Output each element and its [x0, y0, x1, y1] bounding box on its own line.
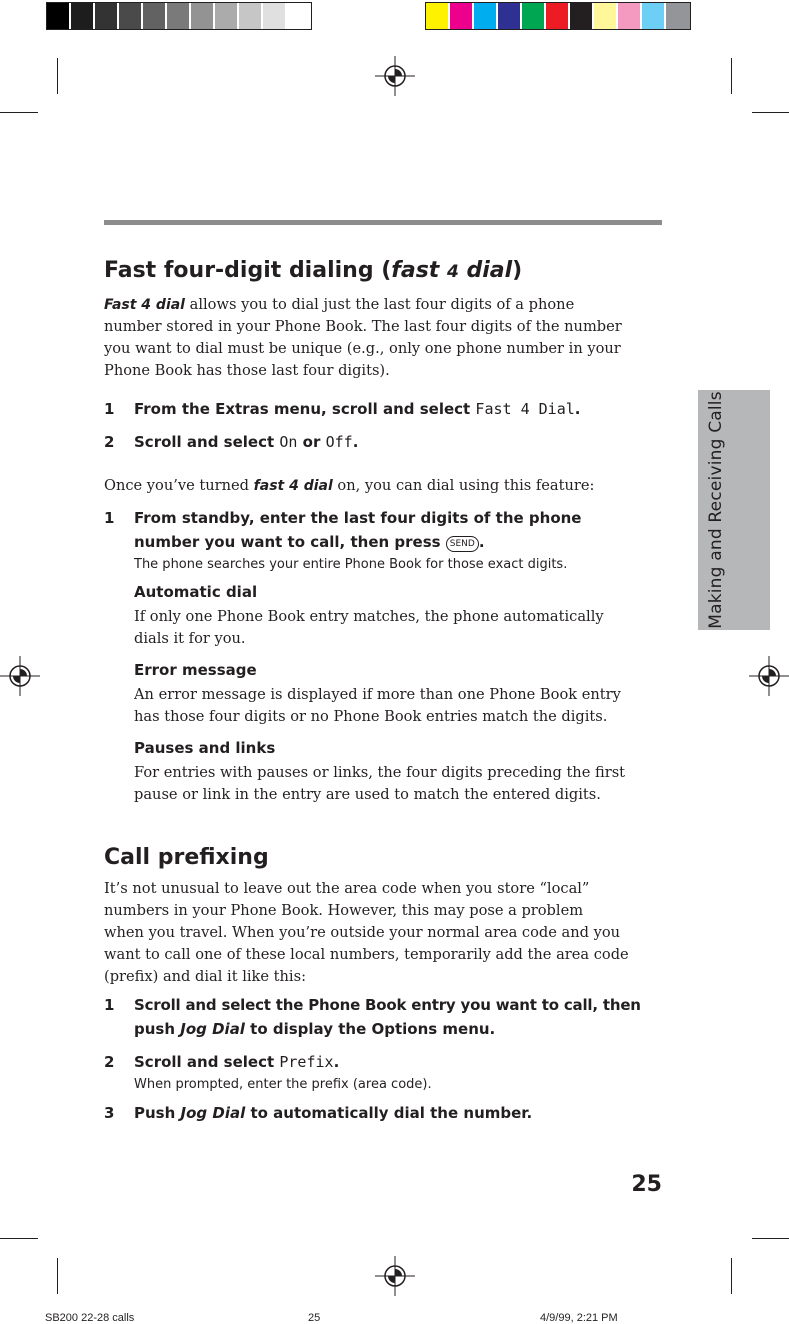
title-number: 4 [446, 262, 459, 282]
swatch [618, 3, 642, 29]
section-rule [104, 220, 662, 225]
step-number: 1 [104, 509, 115, 527]
swatch [287, 3, 311, 29]
crop-mark [0, 1238, 38, 1239]
title-text: Fast four-digit dialing ( [104, 258, 392, 283]
text-line: (prefix) and dial it like this: [104, 968, 307, 985]
swatch [666, 3, 690, 29]
swatch [95, 3, 119, 29]
menu-option: On [279, 433, 298, 451]
intro-paragraph [104, 294, 664, 382]
text: Once you’ve turned [104, 477, 254, 494]
footer-date: 4/9/99, 2:21 PM [540, 1312, 618, 1324]
punct: . [574, 400, 581, 418]
text-line: allows you to dial just the last four digits of a phone [185, 296, 575, 313]
swatch [570, 3, 594, 29]
text-line: has those four digits or no Phone Book entries match the digits. [134, 708, 608, 725]
registration-mark-icon [375, 56, 415, 96]
emphasis: fast 4 dial [253, 478, 333, 494]
crop-mark [0, 112, 38, 113]
registration-mark-icon [0, 656, 40, 696]
step-note: The phone searches your entire Phone Book for those exact digits. [134, 557, 568, 572]
swatch [143, 3, 167, 29]
swatch [522, 3, 546, 29]
text-line: For entries with pauses or links, the four digits preceding the first [134, 764, 626, 781]
subsection-error-message [134, 660, 674, 728]
title-emphasis: fast [391, 258, 447, 283]
footer-filename: SB200 22-28 calls [45, 1312, 135, 1324]
step-number: 1 [104, 400, 115, 418]
text-line: dials it for you. [134, 630, 246, 647]
step-text: to display the Options menu. [244, 1020, 496, 1038]
registration-mark-icon [375, 1256, 415, 1296]
chapter-side-tab [698, 390, 770, 630]
crop-mark [57, 58, 58, 94]
step-text: From standby, enter the last four digits of the phone [134, 509, 582, 527]
crop-mark [731, 58, 732, 94]
prefix-intro-paragraph [104, 878, 664, 988]
swatch [546, 3, 570, 29]
text-line: pause or link in the entry are used to match the entered digits. [134, 786, 601, 803]
swatch [594, 3, 618, 29]
text-line: An error message is displayed if more than one Phone Book entry [134, 686, 621, 703]
text-line: It’s not unusual to leave out the area code when you store “local” [104, 880, 590, 897]
swatch [167, 3, 191, 29]
swatch [263, 3, 287, 29]
menu-option: Prefix [279, 1053, 334, 1071]
title-emphasis: dial [458, 258, 513, 283]
text-line: numbers in your Phone Book. However, this may pose a problem [104, 902, 584, 919]
jog-dial-term: Jog Dial [180, 1104, 246, 1122]
step-number: 1 [104, 996, 115, 1014]
swatch [426, 3, 450, 29]
step-text: Scroll and select [134, 1053, 280, 1071]
step-number: 3 [104, 1104, 115, 1122]
process-color-bar [425, 2, 691, 30]
text-line: number stored in your Phone Book. The last four digits of the number [104, 318, 622, 335]
page-number: 25 [631, 1172, 662, 1197]
once-paragraph [104, 475, 664, 497]
step-text: push [134, 1020, 181, 1038]
subsection-heading: Automatic dial [134, 583, 258, 601]
text: on, you can dial using this feature: [332, 477, 595, 494]
subsection-pauses-links [134, 738, 674, 806]
menu-option: Fast 4 Dial [475, 400, 575, 418]
swatch [47, 3, 71, 29]
subsection-heading: Error message [134, 661, 257, 679]
swatch [498, 3, 522, 29]
menu-option: Off [325, 433, 353, 451]
crop-mark [57, 1258, 58, 1294]
punct: . [352, 433, 359, 451]
jog-dial-term: Jog Dial [180, 1020, 245, 1038]
text-line: Phone Book has those last four digits). [104, 362, 390, 379]
send-key-icon: SEND [446, 536, 479, 552]
section-title-call-prefixing: Call prefixing [104, 845, 269, 870]
subsection-heading: Pauses and links [134, 739, 276, 757]
swatch [119, 3, 143, 29]
step-text: Scroll and select the Phone Book entry you want to call, then [134, 996, 641, 1014]
step-text: Scroll and select [134, 433, 280, 451]
swatch [450, 3, 474, 29]
step-text: From the Extras menu, scroll and select [134, 400, 476, 418]
swatch [642, 3, 666, 29]
text-line: when you travel. When you’re outside your normal area code and you [104, 924, 621, 941]
step-number: 2 [104, 1053, 115, 1071]
crop-mark [752, 112, 789, 113]
text-line: you want to dial must be unique (e.g., only one phone number in your [104, 340, 621, 357]
grayscale-bar [46, 2, 312, 30]
footer-page: 25 [308, 1312, 321, 1324]
crop-mark [752, 1238, 789, 1239]
swatch [474, 3, 498, 29]
swatch [215, 3, 239, 29]
chapter-tab-label: Making and Receiving Calls [706, 391, 726, 629]
text-line: If only one Phone Book entry matches, the phone automatically [134, 608, 604, 625]
step-text: Push [134, 1104, 181, 1122]
swatch [191, 3, 215, 29]
step-text: to automatically dial the number. [245, 1104, 533, 1122]
step-text: number you want to call, then press [134, 533, 446, 551]
swatch [71, 3, 95, 29]
swatch [239, 3, 263, 29]
crop-mark [731, 1258, 732, 1294]
punct: . [333, 1053, 340, 1071]
punct: . [478, 533, 485, 551]
section-title-fast-dial [104, 258, 522, 283]
subsection-automatic-dial [134, 582, 674, 650]
registration-mark-icon [749, 656, 789, 696]
intro-lead: Fast 4 dial [104, 297, 185, 313]
title-text: ) [512, 258, 523, 283]
step-text: or [297, 433, 326, 451]
step-number: 2 [104, 433, 115, 451]
step-note: When prompted, enter the prefix (area code). [134, 1077, 432, 1092]
text-line: want to call one of these local numbers, temporarily add the area code [104, 946, 629, 963]
